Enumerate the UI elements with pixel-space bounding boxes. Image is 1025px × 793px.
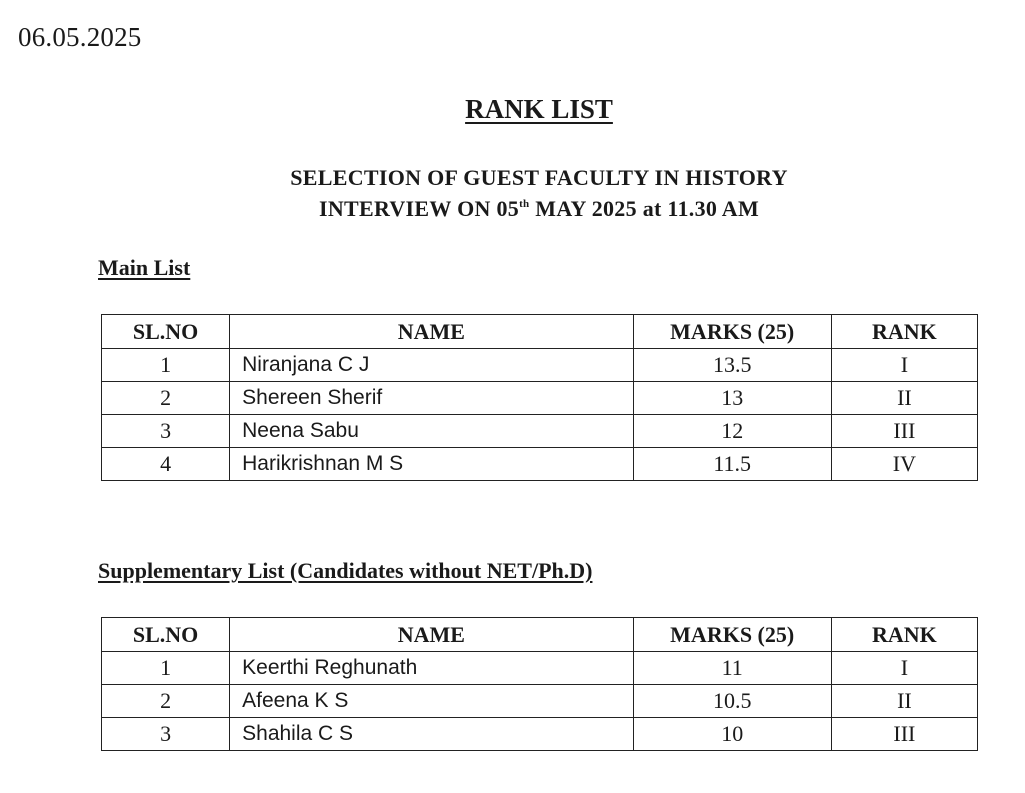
cell-rank: II (831, 382, 977, 415)
cell-name: Shahila C S (230, 718, 633, 751)
cell-name: Afeena K S (230, 685, 633, 718)
column-header-slno: SL.NO (102, 315, 230, 349)
main-list-heading: Main List (98, 255, 191, 280)
cell-rank: IV (831, 448, 977, 481)
table-row (102, 349, 978, 382)
cell-rank: I (831, 652, 977, 685)
column-header-name: NAME (230, 315, 633, 349)
subtitle-selection: SELECTION OF GUEST FACULTY IN HISTORY (290, 165, 788, 190)
table-header-row (102, 618, 978, 652)
cell-marks: 13.5 (633, 349, 831, 382)
table-row (102, 718, 978, 751)
interview-text-after: MAY 2025 at 11.30 AM (529, 196, 760, 221)
interview-ordinal-suffix: th (519, 198, 530, 210)
table-row (102, 652, 978, 685)
cell-slno: 2 (102, 685, 230, 718)
cell-marks: 11 (633, 652, 831, 685)
cell-slno: 1 (102, 652, 230, 685)
interview-text-before: INTERVIEW ON 05 (318, 196, 520, 221)
column-header-name: NAME (230, 618, 633, 652)
cell-rank: III (831, 718, 977, 751)
cell-name: Neena Sabu (230, 415, 633, 448)
cell-name: Keerthi Reghunath (230, 652, 633, 685)
cell-name: Shereen Sherif (230, 382, 633, 415)
supplementary-list-heading: Supplementary List (Candidates without NET/Ph.D) (98, 558, 593, 583)
document-title (0, 94, 1025, 125)
main-list-table (101, 314, 978, 481)
cell-marks: 13 (633, 382, 831, 415)
cell-rank: II (831, 685, 977, 718)
column-header-marks: MARKS (25) (633, 618, 831, 652)
table-row (102, 685, 978, 718)
cell-name: Harikrishnan M S (230, 448, 633, 481)
cell-marks: 10.5 (633, 685, 831, 718)
cell-slno: 3 (102, 718, 230, 751)
cell-name: Niranjana C J (230, 349, 633, 382)
cell-marks: 12 (633, 415, 831, 448)
column-header-marks: MARKS (25) (633, 315, 831, 349)
column-header-rank: RANK (831, 618, 977, 652)
cell-slno: 2 (102, 382, 230, 415)
cell-rank: III (831, 415, 977, 448)
document-title-text: RANK LIST (465, 94, 613, 124)
column-header-slno: SL.NO (102, 618, 230, 652)
table-row (102, 448, 978, 481)
cell-slno: 1 (102, 349, 230, 382)
cell-rank: I (831, 349, 977, 382)
cell-marks: 10 (633, 718, 831, 751)
cell-marks: 11.5 (633, 448, 831, 481)
table-row (102, 382, 978, 415)
table-header-row (102, 315, 978, 349)
table-row (102, 415, 978, 448)
cell-slno: 3 (102, 415, 230, 448)
column-header-rank: RANK (831, 315, 977, 349)
subtitle-interview (0, 196, 1025, 222)
supplementary-list-table (101, 617, 978, 751)
document-date: 06.05.2025 (18, 22, 142, 52)
cell-slno: 4 (102, 448, 230, 481)
